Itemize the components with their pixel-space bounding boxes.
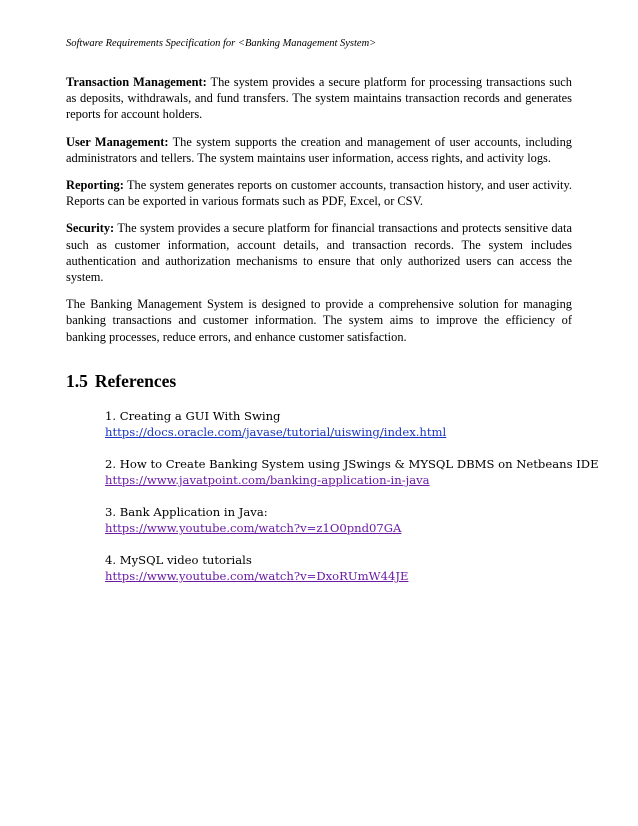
reference-title: 1. Creating a GUI With Swing <box>105 409 281 423</box>
paragraph-text: The system generates reports on customer accounts, transaction history, and user activity. Reports can be exported in various formats such as PDF, Excel, or CSV. <box>66 178 572 209</box>
reference-link[interactable]: https://docs.oracle.com/javase/tutorial/uiswing/index.html <box>105 425 447 439</box>
paragraph-text: The system provides a secure platform for financial transactions and protects sensitive data such as customer information, account details, and transaction records. The system includes authentication and authorization mechanisms to ensure that only authorized users can access the system. <box>66 221 572 285</box>
paragraph-text: The system provides a secure platform for processing transactions such as deposits, withdrawals, and fund transfers. The system maintains transaction records and generates reports for account holders. <box>66 75 573 122</box>
running-header: Software Requirements Specification for <Banking Management System> <box>66 38 377 49</box>
section-title: References <box>94 371 177 391</box>
section-number: 1.5 <box>66 371 88 391</box>
summary-paragraph: The Banking Management System is designed to provide a comprehensive solution for managing banking transactions and customer information. The system aims to improve the efficiency of banking processes, reduce errors, and enhance customer satisfaction. <box>66 297 572 344</box>
paragraph-user-management <box>66 134 572 166</box>
reference-link[interactable]: https://www.youtube.com/watch?v=DxoRUmW44JE <box>105 569 409 583</box>
paragraph-reporting <box>66 177 572 209</box>
reference-item <box>105 456 599 489</box>
reference-link[interactable]: https://www.youtube.com/watch?v=z1O0pnd07GA <box>105 521 402 535</box>
reference-item <box>105 408 575 441</box>
paragraph-label: Security: <box>66 221 115 236</box>
section-heading-references <box>66 371 176 392</box>
reference-item <box>105 504 575 537</box>
reference-title: 3. Bank Application in Java: <box>105 505 268 519</box>
references-list <box>105 408 599 600</box>
paragraph-label: User Management: <box>66 134 169 149</box>
body-text <box>66 74 572 356</box>
paragraph-transaction-management <box>66 74 572 123</box>
paragraph-security <box>66 220 572 285</box>
reference-title: 2. How to Create Banking System using JSwings & MYSQL DBMS on Netbeans IDE <box>105 457 599 471</box>
reference-item <box>105 552 575 585</box>
paragraph-label: Reporting: <box>66 178 124 193</box>
paragraph-text: The system supports the creation and management of user accounts, including administrators and tellers. The system maintains user information, access rights, and activity logs. <box>66 134 572 165</box>
reference-title: 4. MySQL video tutorials <box>105 553 252 567</box>
paragraph-label: Transaction Management: <box>66 75 207 89</box>
reference-link[interactable]: https://www.javatpoint.com/banking-application-in-java <box>105 473 430 487</box>
